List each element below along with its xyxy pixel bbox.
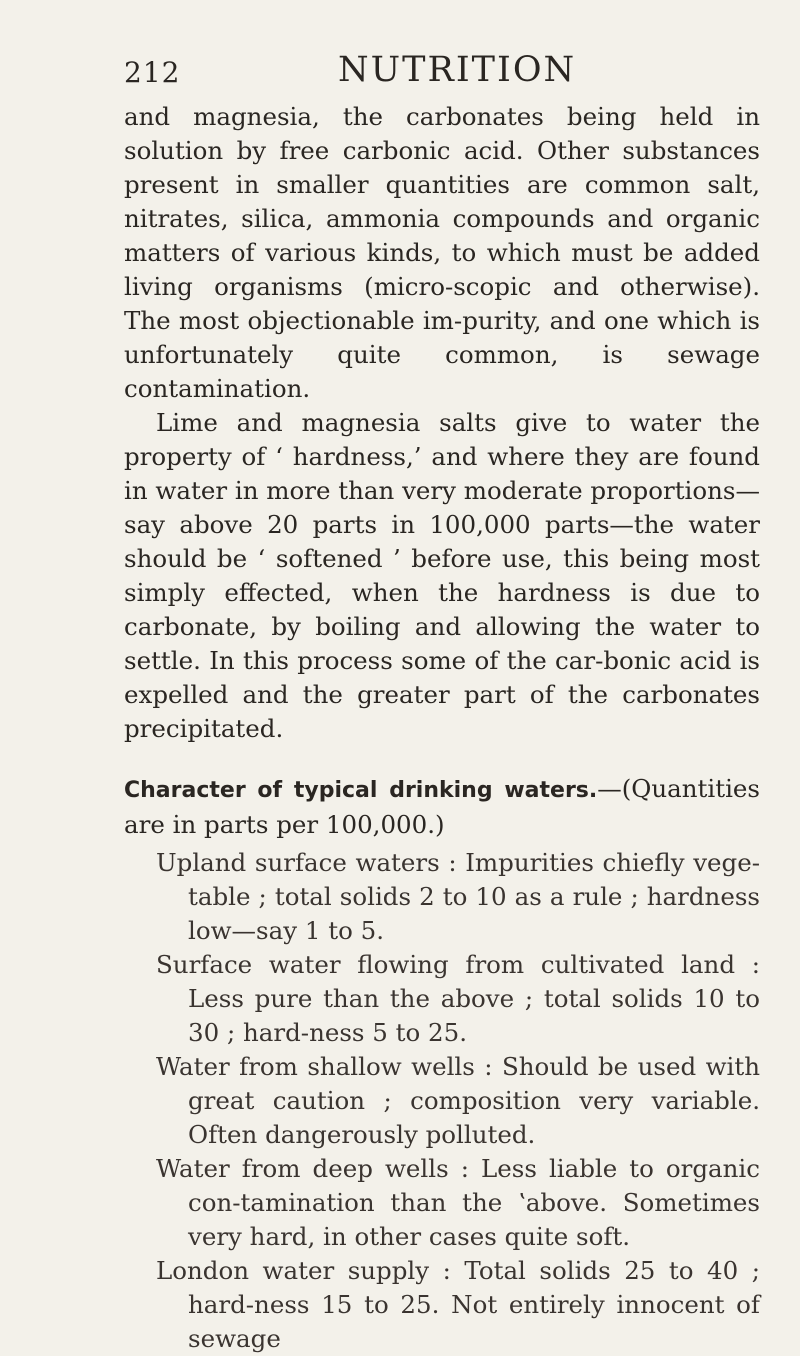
list-item: Water from shallow wells : Should be used with great caution ; composition very variable. Often dangerously polluted. <box>156 1052 760 1149</box>
list-item: London water supply : Total solids 25 to 40 ; hard-ness 15 to 25. Not entirely innocent of sewage <box>156 1256 760 1353</box>
body-text <box>124 100 760 1356</box>
section-intro-text: —(Quantities are in parts per 100,000.) <box>124 774 760 839</box>
list-item: Surface water flowing from cultivated land : Less pure than the above ; total solids 10 to 30 ; hard-ness 5 to 25. <box>156 950 760 1047</box>
section-intro <box>124 772 760 842</box>
paragraph-2: Lime and magnesia salts give to water the property of ‘ hardness,’ and where they are found in water in more than very moderate proportions—say above 20 parts in 100,000 parts—the water should be ‘ softened ’ before use, this being most simply effected, when the hardness is due to carbonate, by boiling and allowing the water to settle. In this process some of the car-bonic acid is expelled and the greater part of the carbonates precipitated. <box>124 408 760 743</box>
water-types-list <box>124 846 760 1356</box>
section-heading: Character of typical drinking waters. <box>124 778 598 803</box>
page-header <box>124 50 764 94</box>
running-head: NUTRITION <box>338 50 577 90</box>
list-item: Upland surface waters : Impurities chiefly vege-table ; total solids 2 to 10 as a rule ; hardness low—say 1 to 5. <box>156 848 760 945</box>
list-item: Water from deep wells : Less liable to organic con-tamination than the ʽabove. Sometimes very hard, in other cases quite soft. <box>156 1154 760 1251</box>
page-number: 212 <box>124 56 181 89</box>
paragraph-1: and magnesia, the carbonates being held in solution by free carbonic acid. Other substances present in smaller quantities are common salt, nitrates, silica, ammonia compounds and organic matters of various kinds, to which must be added living organisms (micro-scopic and otherwise). The most objectionable im-purity, and one which is unfortunately quite common, is sewage contamination. <box>124 102 760 403</box>
